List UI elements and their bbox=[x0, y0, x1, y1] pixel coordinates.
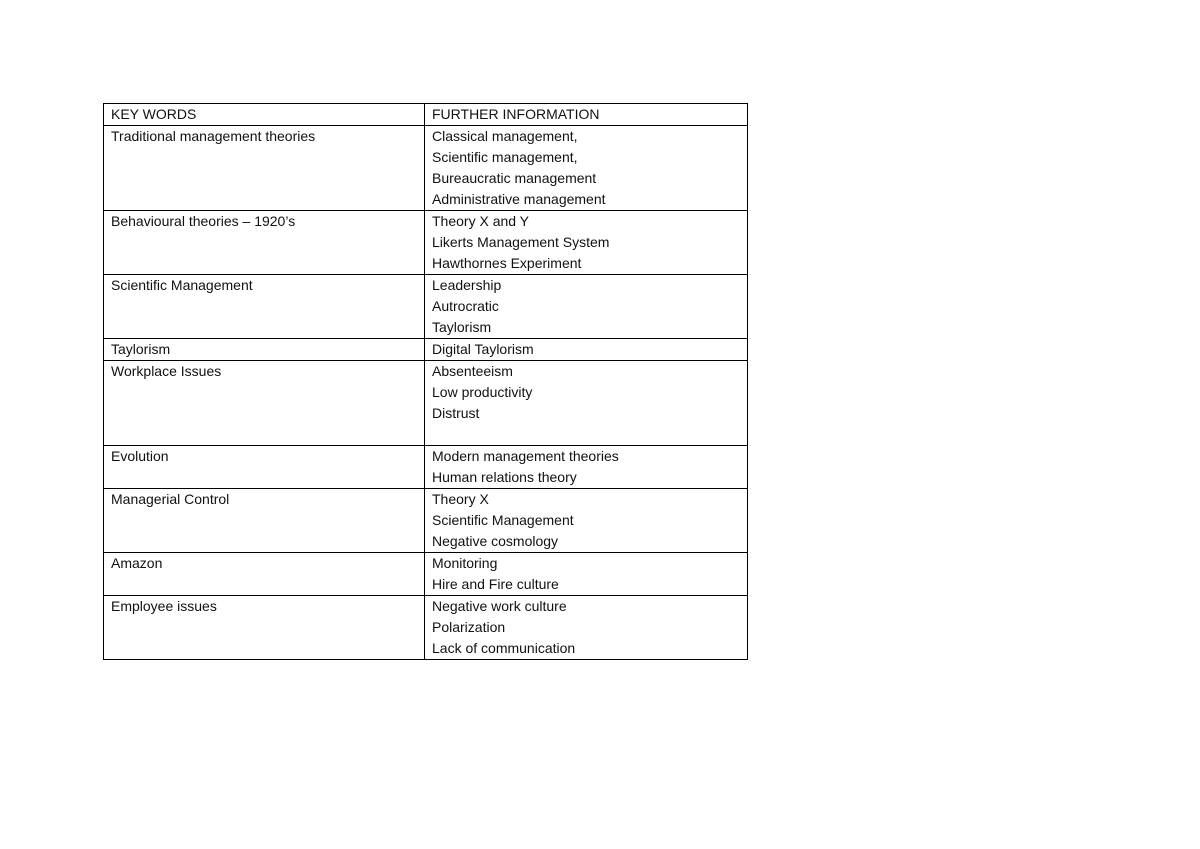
info-line: Autrocratic bbox=[432, 298, 499, 314]
info-line: Modern management theories bbox=[432, 448, 619, 464]
key-word-cell: Taylorism bbox=[104, 339, 425, 361]
info-line: Theory X bbox=[432, 491, 489, 507]
table-row bbox=[104, 446, 748, 489]
info-line: Lack of communication bbox=[432, 640, 576, 656]
info-line: Digital Taylorism bbox=[432, 341, 534, 357]
header-further-information: FURTHER INFORMATION bbox=[425, 104, 748, 126]
info-line: Likerts Management System bbox=[432, 234, 610, 250]
info-line: Monitoring bbox=[432, 555, 498, 571]
info-cell bbox=[425, 211, 748, 275]
info-cell bbox=[425, 126, 748, 211]
table-row bbox=[104, 339, 748, 361]
info-line: Negative work culture bbox=[432, 598, 567, 614]
info-line: Scientific management, bbox=[432, 149, 578, 165]
info-line: Polarization bbox=[432, 619, 506, 635]
info-line: Hawthornes Experiment bbox=[432, 255, 582, 271]
info-cell bbox=[425, 275, 748, 339]
info-cell bbox=[425, 596, 748, 660]
info-line: Absenteeism bbox=[432, 363, 513, 379]
key-word-cell: Managerial Control bbox=[104, 489, 425, 553]
info-line: Administrative management bbox=[432, 191, 606, 207]
table-row bbox=[104, 596, 748, 660]
empty-line bbox=[432, 424, 741, 445]
info-line: Distrust bbox=[432, 405, 480, 421]
header-key-words: KEY WORDS bbox=[104, 104, 425, 126]
key-word-cell: Scientific Management bbox=[104, 275, 425, 339]
key-word-cell: Employee issues bbox=[104, 596, 425, 660]
info-line: Taylorism bbox=[432, 319, 492, 335]
info-cell bbox=[425, 339, 748, 361]
table-row bbox=[104, 553, 748, 596]
info-line: Negative cosmology bbox=[432, 533, 559, 549]
info-line: Classical management, bbox=[432, 128, 578, 144]
table-row bbox=[104, 489, 748, 553]
table-row bbox=[104, 361, 748, 446]
info-line: Bureaucratic management bbox=[432, 170, 597, 186]
keywords-table bbox=[103, 103, 748, 660]
key-word-cell: Behavioural theories – 1920’s bbox=[104, 211, 425, 275]
info-line: Theory X and Y bbox=[432, 213, 530, 229]
table-row bbox=[104, 275, 748, 339]
table-header-row bbox=[104, 104, 748, 126]
info-cell bbox=[425, 446, 748, 489]
key-word-cell: Workplace Issues bbox=[104, 361, 425, 446]
key-word-cell: Evolution bbox=[104, 446, 425, 489]
info-line: Hire and Fire culture bbox=[432, 576, 559, 592]
info-line: Low productivity bbox=[432, 384, 533, 400]
table-row bbox=[104, 211, 748, 275]
table-row bbox=[104, 126, 748, 211]
info-line: Human relations theory bbox=[432, 469, 577, 485]
info-line: Scientific Management bbox=[432, 512, 574, 528]
key-word-cell: Traditional management theories bbox=[104, 126, 425, 211]
info-cell bbox=[425, 553, 748, 596]
key-word-cell: Amazon bbox=[104, 553, 425, 596]
info-cell bbox=[425, 489, 748, 553]
info-line: Leadership bbox=[432, 277, 502, 293]
info-cell bbox=[425, 361, 748, 446]
